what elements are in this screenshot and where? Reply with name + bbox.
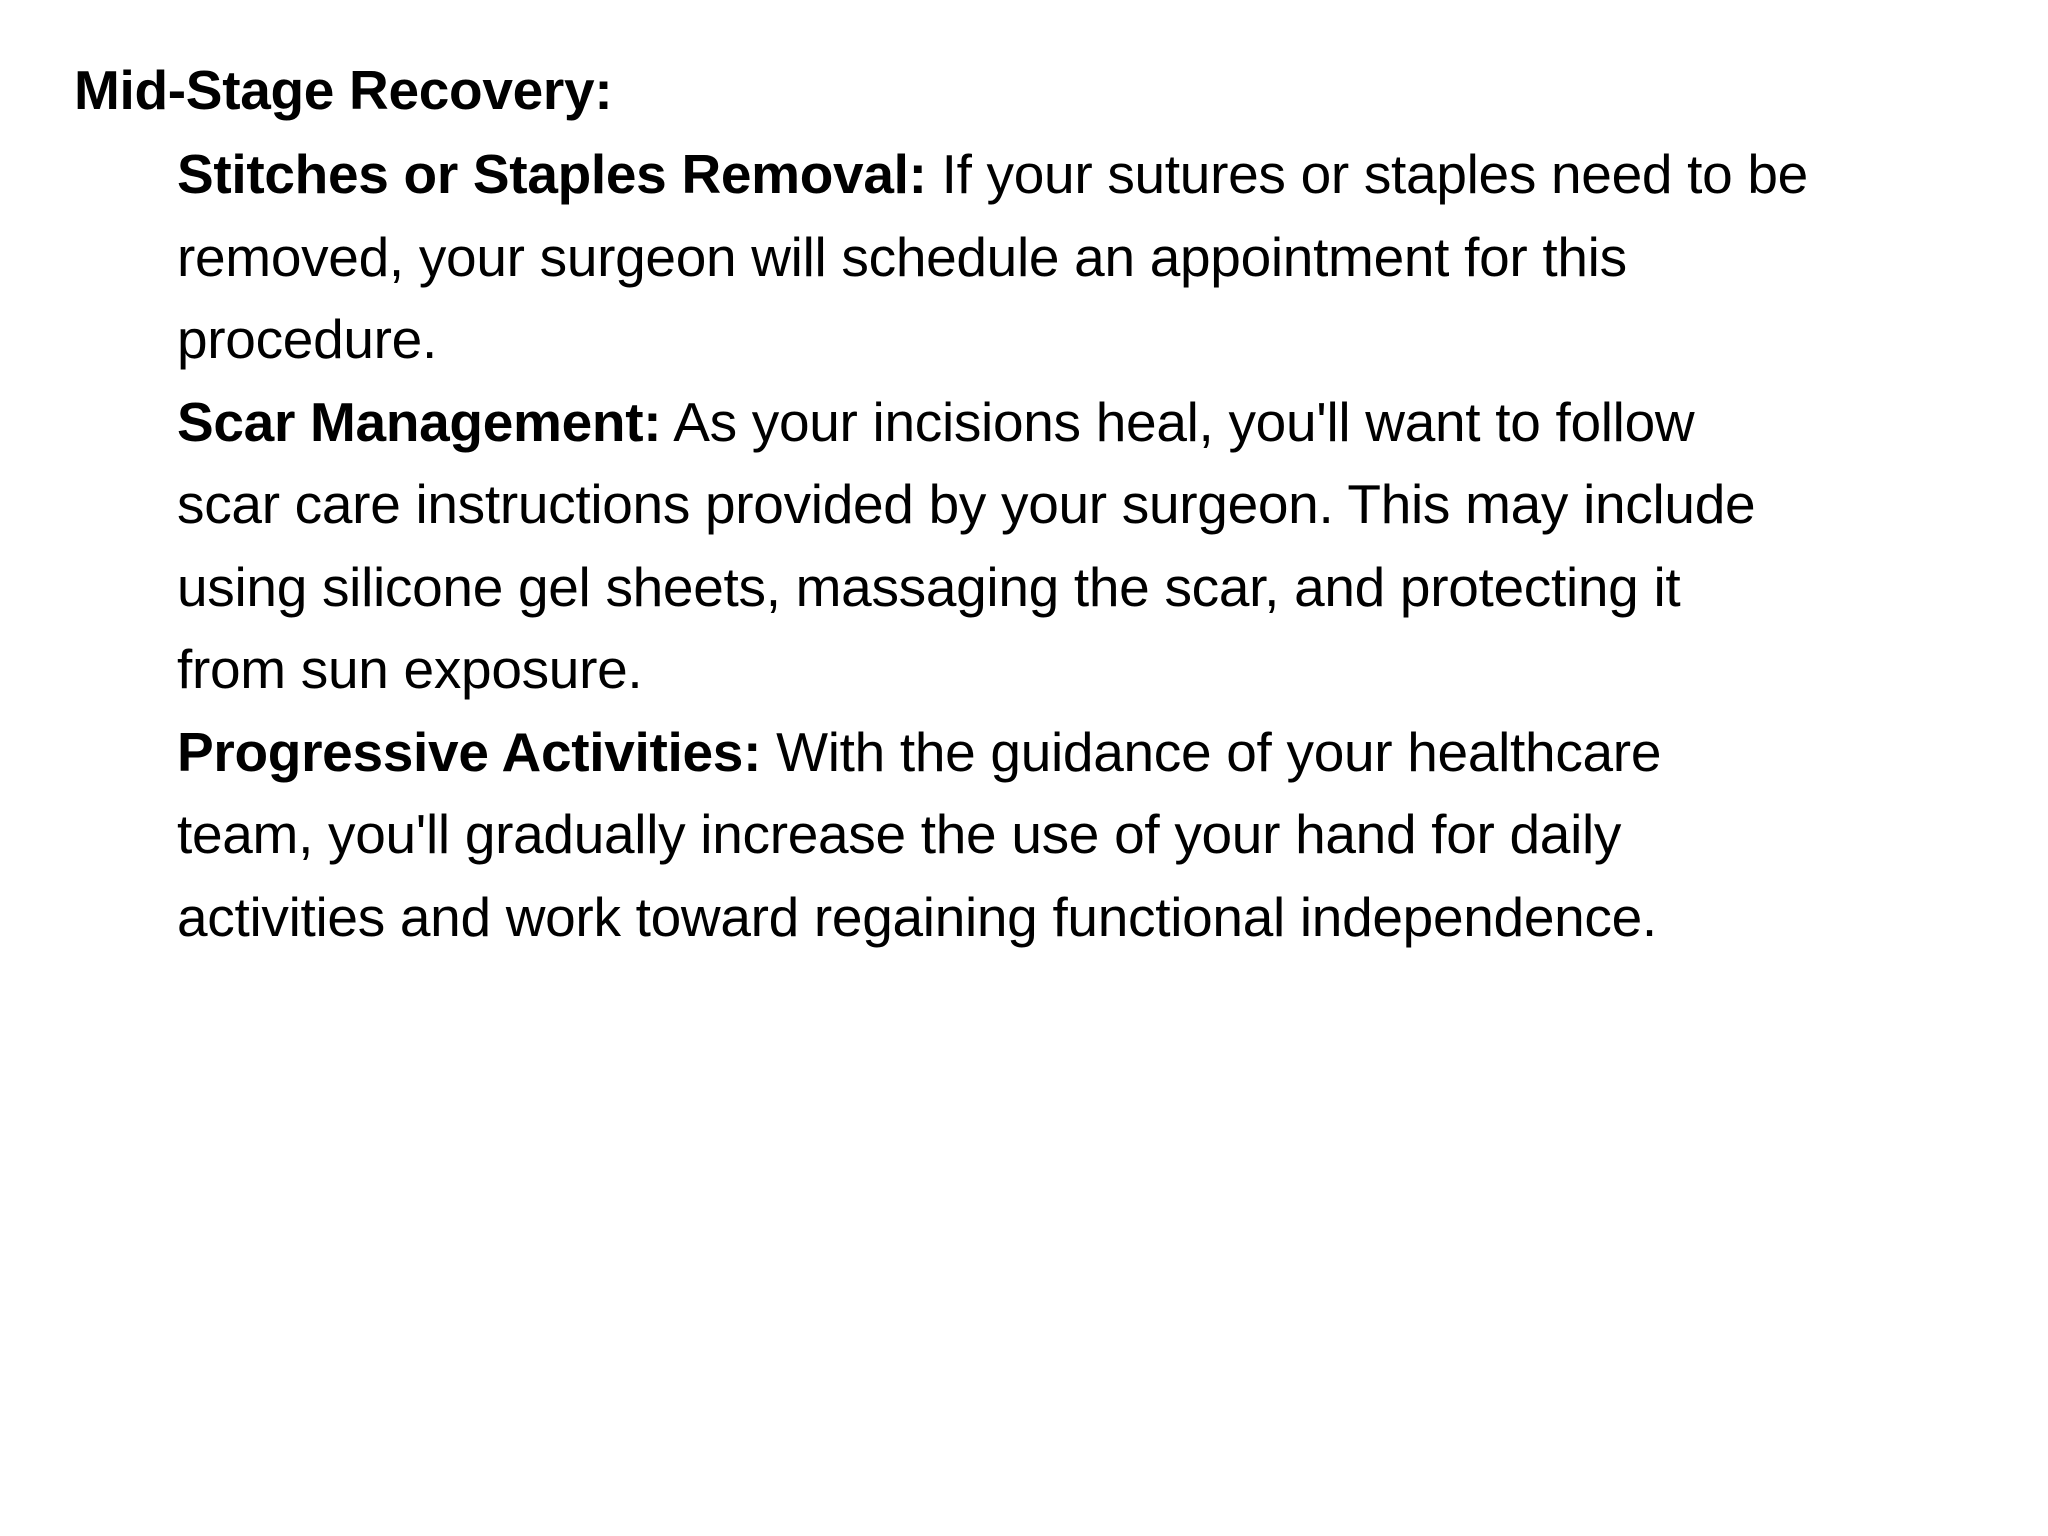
item-text: As your incisions heal, you'll want to follow [661,390,1695,453]
item-text-line: from sun exposure. [177,638,643,700]
list-item-stitches-removal [177,133,2027,381]
item-first-line [177,133,2027,216]
item-title: Scar Management: [177,390,662,453]
item-first-line [177,381,2027,464]
item-text-line: scar care instructions provided by your surgeon. This may include [177,473,1756,535]
item-first-line [177,711,2027,794]
item-text: With the guidance of your healthcare [761,720,1662,783]
item-text-line: team, you'll gradually increase the use of your hand for daily [177,803,1622,865]
recovery-list [177,133,2027,958]
slide-heading: Mid-Stage Recovery: [74,59,613,121]
list-item-progressive-activities [177,711,2027,959]
item-title: Stitches or Staples Removal: [177,143,927,205]
item-text-line: activities and work toward regaining functional independence. [177,885,1657,948]
item-text-line: using silicone gel sheets, massaging the scar, and protecting it [177,555,1681,618]
item-text-line: removed, your surgeon will schedule an appointment for this [177,225,1627,288]
item-text-line: procedure. [177,308,437,370]
list-item-scar-management [177,381,2027,711]
item-title: Progressive Activities: [177,720,762,783]
item-text: If your sutures or staples need to be [926,143,1808,205]
